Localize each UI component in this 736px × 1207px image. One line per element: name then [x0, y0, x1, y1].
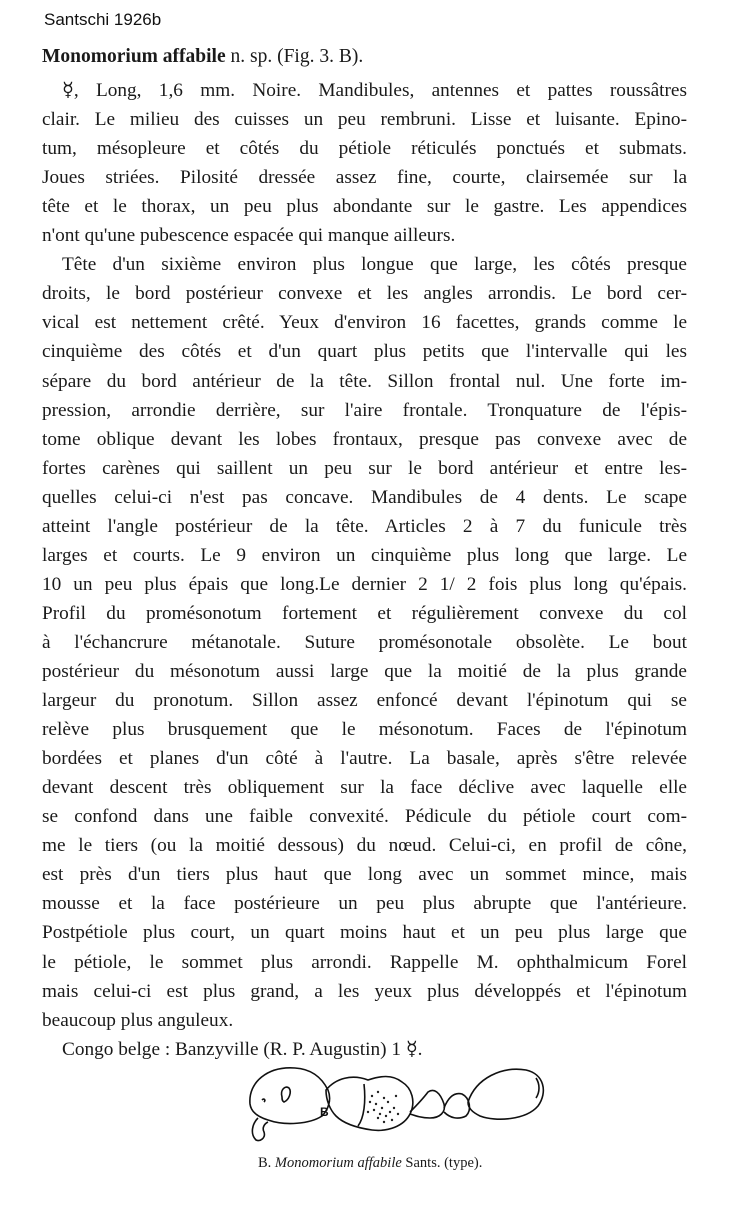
text-line: droits, le bord postérieur convexe et les angles arrondis. Le bord cer-: [42, 283, 687, 305]
species-name: Monomorium affabile: [42, 46, 226, 67]
text-line: relève plus brusquement que le mésonotum. Faces de l'épinotum: [42, 719, 687, 741]
text-line: postérieur du mésonotum aussi large que la moitié de la plus grande: [42, 661, 687, 682]
text-line: Postpétiole plus court, un quart moins haut et un peu plus large que: [42, 922, 687, 944]
caption-species: Monomorium affabile: [274, 1155, 402, 1171]
text-line: me le tiers (ou la moitié dessous) du nœud. Celui-ci, en profil de cône,: [42, 835, 687, 857]
text-line: beaucoup plus anguleux.: [42, 1009, 234, 1031]
text-line: fortes carènes qui saillent un peu sur le bord antérieur et entre les-: [42, 457, 687, 479]
text-line: vical est nettement crêté. Yeux d'environ 16 facettes, grands comme le: [42, 312, 687, 334]
mesosoma-stipple: [367, 1091, 399, 1123]
text-line: tête et le thorax, un peu plus abondante sur le gastre. Les appendices: [42, 196, 687, 218]
figure-label: B: [320, 1105, 329, 1119]
text-line: cinquième des côtés et d'un quart plus petits que l'intervalle qui les: [42, 341, 687, 363]
text-line: se confond dans une faible convexité. Pédicule du pétiole court com-: [42, 806, 687, 828]
text-line: devant descent très obliquement sur la face déclive avec laquelle elle: [42, 777, 687, 799]
text-line: tome oblique devant les lobes frontaux, presque pas convexe avec de: [42, 428, 687, 450]
figure-caption: [258, 1155, 482, 1172]
text-line: quelles celui-ci n'est pas concave. Mandibules de 4 dents. Le scape: [42, 486, 687, 508]
text-line: à l'échancrure métanotale. Suture promésonotale obsolète. Le bout: [42, 631, 687, 653]
text-line: Tête d'un sixième environ plus longue que large, les côtés presque: [62, 254, 687, 276]
text-line: n'ont qu'une pubescence espacée qui manque ailleurs.: [42, 225, 456, 247]
text-line: est près d'un tiers plus haut que long avec un sommet mince, mais: [42, 864, 687, 886]
caption-suffix: Sants. (type).: [401, 1155, 483, 1171]
page-header: Santschi 1926b: [44, 10, 162, 29]
text-line: 10 un peu plus épais que long.Le dernier 2 1/ 2 fois plus long qu'épais.: [42, 573, 687, 595]
mandible-outline: [252, 1118, 268, 1141]
text-line: sépare du bord antérieur de la tête. Sillon frontal nul. Une forte im-: [42, 370, 687, 392]
text-line: tum, mésopleure et côtés du pétiole réticulés ponctués et submats.: [42, 138, 687, 160]
species-suffix: n. sp. (Fig. 3. B).: [225, 46, 364, 67]
text-line: Congo belge : Banzyville (R. P. Augustin) 1 ☿.: [62, 1038, 423, 1060]
eye-outline: [282, 1087, 291, 1102]
text-line: Profil du promésonotum fortement et régulièrement convexe du col: [42, 602, 687, 624]
mesosoma-outline: [326, 1077, 413, 1131]
text-line: mousse et la face postérieure un peu plus abrupte que l'antérieure.: [42, 893, 687, 915]
petiole-outline: [410, 1091, 444, 1119]
text-line: larges et courts. Le 9 environ un cinquième plus long que large. Le: [42, 544, 687, 566]
text-line: atteint l'angle postérieur de la tête. Articles 2 à 7 du funicule très: [42, 515, 687, 537]
species-title: [42, 46, 363, 68]
text-line: clair. Le milieu des cuisses un peu rembruni. Lisse et luisante. Epino-: [42, 109, 687, 131]
text-line: pression, arrondie derrière, sur l'aire frontale. Tronquature de l'épis-: [42, 399, 687, 421]
text-line: mais celui-ci est plus grand, a les yeux plus développés et l'épinotum: [42, 980, 687, 1002]
text-line: ☿, Long, 1,6 mm. Noire. Mandibules, antennes et pattes roussâtres: [62, 80, 687, 101]
text-line: largeur du pronotum. Sillon assez enfoncé devant l'épinotum qui se: [42, 690, 687, 712]
text-line: Joues striées. Pilosité dressée assez fine, courte, clairsemée sur la: [42, 167, 687, 189]
gaster-outline: [468, 1069, 543, 1119]
text-line: bordées et planes d'un côté à l'autre. La basale, après s'être relevée: [42, 748, 687, 770]
ant-profile-figure: [240, 1052, 550, 1147]
caption-prefix: B.: [258, 1155, 275, 1171]
text-line: le pétiole, le sommet plus arrondi. Rappelle M. ophthalmicum Forel: [42, 951, 687, 973]
postpetiole-outline: [444, 1094, 469, 1118]
